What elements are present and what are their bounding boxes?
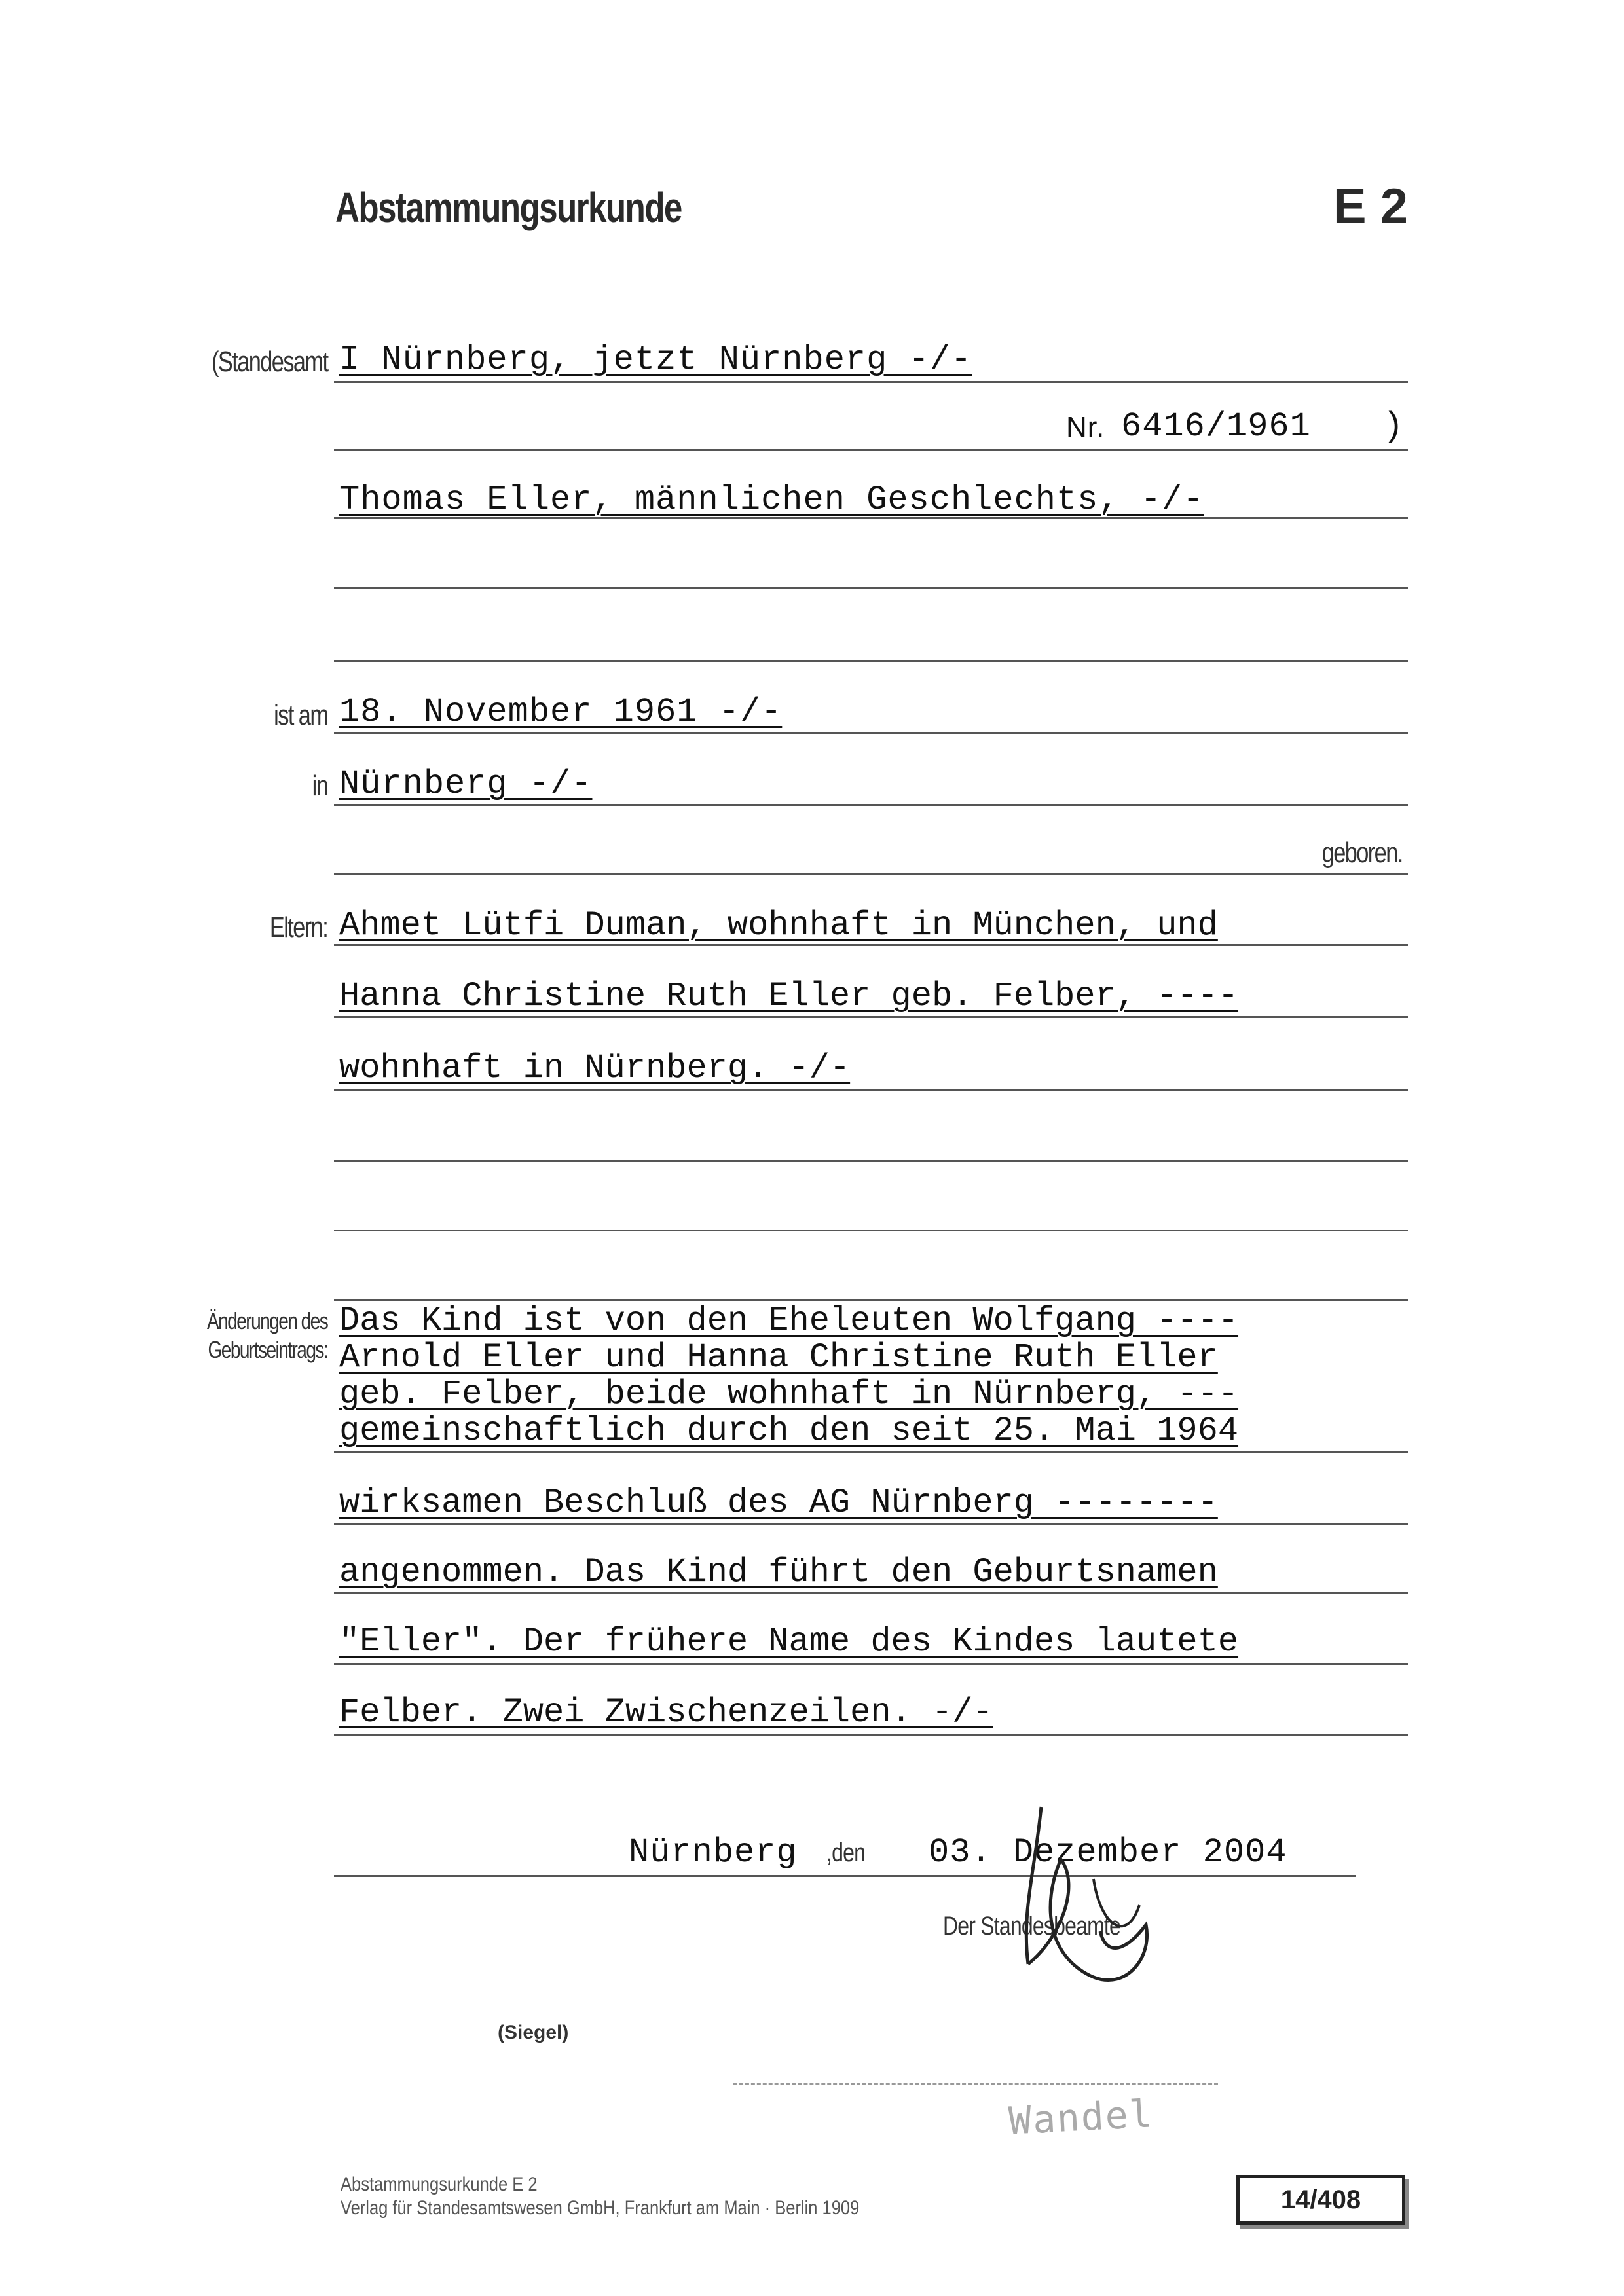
signature-mark xyxy=(930,1794,1205,2043)
rule xyxy=(334,517,1408,519)
field-change-7: "Eller". Der frühere Name des Kindes lautete xyxy=(339,1622,1239,1661)
label-ist-am: ist am xyxy=(273,699,327,731)
rule xyxy=(334,1160,1408,1162)
rule xyxy=(334,1299,1408,1301)
footer-form-name: Abstammungsurkunde E 2 xyxy=(341,2174,538,2195)
field-birth-place: Nürnberg -/- xyxy=(339,765,593,803)
field-nr-label: Nr. xyxy=(1066,411,1105,443)
field-place: Nürnberg xyxy=(629,1833,798,1872)
label-in: in xyxy=(312,770,327,802)
stamp-name: Wandel xyxy=(1007,2091,1155,2143)
footer-form-number: 14/408 xyxy=(1236,2175,1405,2225)
rule xyxy=(334,1230,1408,1231)
rule xyxy=(334,1451,1408,1453)
rule xyxy=(334,944,1408,946)
label-geboren: geboren. xyxy=(1321,837,1403,869)
field-issue-date: 03. Dezember 2004 xyxy=(929,1833,1287,1872)
rule xyxy=(334,1089,1408,1091)
field-nr-close: ) xyxy=(1383,407,1405,446)
rule xyxy=(334,660,1408,662)
field-parents-3: wohnhaft in Nürnberg. -/- xyxy=(339,1049,851,1087)
rule xyxy=(334,1592,1408,1594)
rule xyxy=(334,449,1408,451)
rule xyxy=(334,1734,1408,1736)
label-aenderungen-1: Änderungen des xyxy=(206,1307,327,1334)
label-aenderungen-2: Geburtseintrags: xyxy=(208,1336,327,1363)
field-parents-1: Ahmet Lütfi Duman, wohnhaft in München, und xyxy=(339,906,1218,945)
field-change-2: Arnold Eller und Hanna Christine Ruth Eller xyxy=(339,1338,1218,1377)
rule xyxy=(334,1016,1408,1018)
field-change-8: Felber. Zwei Zwischenzeilen. -/- xyxy=(339,1693,993,1732)
field-parents-2: Hanna Christine Ruth Eller geb. Felber, ---- xyxy=(339,977,1239,1015)
label-official: Der Standesbeamte xyxy=(943,1912,1121,1941)
field-change-1: Das Kind ist von den Eheleuten Wolfgang ---- xyxy=(339,1302,1239,1340)
rule xyxy=(334,1663,1408,1665)
rule xyxy=(334,587,1408,589)
field-change-3: geb. Felber, beide wohnhaft in Nürnberg, --- xyxy=(339,1375,1239,1413)
rule xyxy=(334,732,1408,734)
field-change-5: wirksamen Beschluß des AG Nürnberg -------- xyxy=(339,1484,1218,1522)
rule xyxy=(334,873,1408,875)
label-eltern: Eltern: xyxy=(269,911,327,943)
field-birth-date: 18. November 1961 -/- xyxy=(339,693,783,731)
document-title: Abstammungsurkunde xyxy=(335,184,682,231)
rule xyxy=(733,2083,1218,2085)
form-code: E 2 xyxy=(1333,179,1408,234)
rule xyxy=(334,804,1408,806)
field-nr: 6416/1961 xyxy=(1121,407,1311,446)
rule xyxy=(334,381,1408,383)
field-change-4: gemeinschaftlich durch den seit 25. Mai 1964 xyxy=(339,1412,1239,1450)
footer-publisher: Verlag für Standesamtswesen GmbH, Frankfurt am Main · Berlin 1909 xyxy=(341,2197,860,2219)
field-child: Thomas Eller, männlichen Geschlechts, -/- xyxy=(339,481,1204,519)
field-change-6: angenommen. Das Kind führt den Geburtsnamen xyxy=(339,1553,1218,1592)
label-standesamt: (Standesamt xyxy=(211,346,327,378)
label-den: ,den xyxy=(826,1838,866,1867)
rule xyxy=(334,1523,1408,1525)
seal-label: (Siegel) xyxy=(498,2022,569,2043)
field-standesamt: I Nürnberg, jetzt Nürnberg -/- xyxy=(339,340,972,379)
